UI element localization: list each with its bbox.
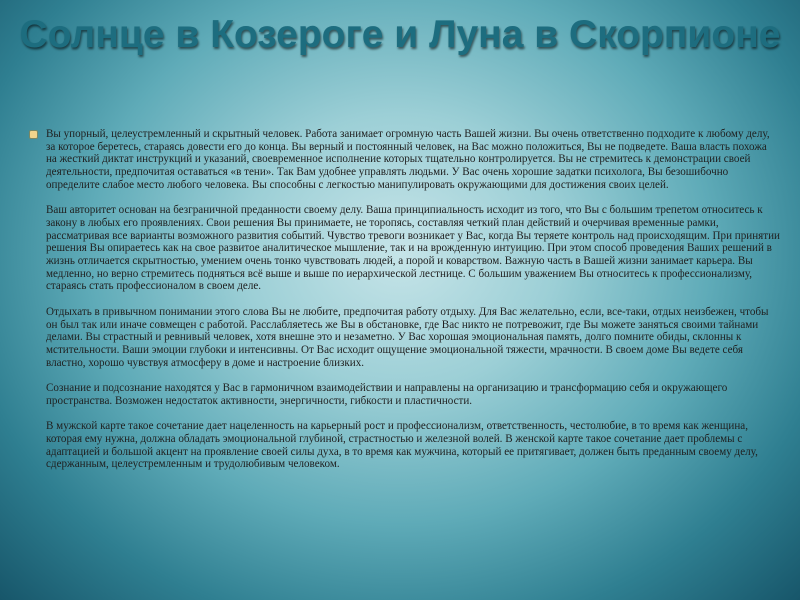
paragraph: Ваш авторитет основан на безграничной преданности своему делу. Ваша принципиальность исходит из того, что Вы с большим трепетом относитесь к закону в любых его проявлениях. Свои решения Вы принимаете, не торопясь, составляя четкий план действий и очерчивая временные рамки, рассматривая все варианты возможного развития событий. Чувство тревоги возникает у Вас, когда Вы теряете контроль над происходящим. При принятии решения Вы опираетесь как на свое развитое аналитическое мышление, так и на врожденную интуицию. При этом способ проведения Ваших решений в жизнь отличается скрытностью, умением очень тонко чувствовать людей, а порой и коварством. Важную часть в Вашей жизни занимает карьера. Вы медленно, но верно стремитесь подняться всё выше и выше по иерархической лестнице. С большим уважением Вы относитесь к профессионализму, стараясь стать профессионалом в своем деле.: [46, 204, 780, 293]
paragraph: Отдыхать в привычном понимании этого слова Вы не любите, предпочитая работу отдыху. Для Вас желательно, если, все-таки, отдых неизбежен, чтобы он был так или иначе совмещен с работой. Расслабляетесь же Вы в обстановке, где Вас никто не потревожит, где Вы можете заняться своими тайнами делами. Вы страстный и ревнивый человек, хотя внешне это и незаметно. У Вас хорошая эмоциональная память, долго помните обиды, склонны к мстительности. Ваши эмоции глубоки и интенсивны. От Вас исходит ощущение эмоциональной тяжести, мрачности. В своем доме Вы ведете себя властно, хорошо чувствуя атмосферу в доме и настроение близких.: [46, 305, 769, 369]
slide-body: [30, 128, 780, 471]
body-text: [46, 128, 780, 471]
paragraph: Вы упорный, целеустремленный и скрытный человек. Работа занимает огромную часть Вашей жизни. Вы очень ответственно подходите к любому делу, за которое беретесь, стараясь довести его до конца. Вы верный и постоянный человек, на Вас можно положиться, Вы не подведете. Ваша власть похожа на жесткий диктат инструкций и указаний, своевременное исполнение которых тщательно контролируется. Вы не стремитесь к демонстрации своей деятельности, предпочитая оставаться «в тени». Так Вам удобнее управлять людьми. У Вас очень хорошие задатки психолога, Вы безошибочно определите слабое место любого человека. Вы способны с легкостью манипулировать окружающими для достижения своих целей.: [46, 128, 770, 191]
paragraph: В мужской карте такое сочетание дает нацеленность на карьерный рост и профессионализм, ответственность, честолюбие, в то время как женщина, которая ему нужна, должна обладать эмоциональной глубиной, страстностью и железной волей. В женской карте такое сочетание дает проблемы с адаптацией и большой акцент на проявление своей силы духа, в то время как мужчина, который ее притягивает, должен быть преданным своему делу, сдержанным, целеустремленным и трудолюбивым человеком.: [46, 420, 758, 471]
bullet-icon: [30, 131, 37, 138]
paragraph: Сознание и подсознание находятся у Вас в гармоничном взаимодействии и направлены на организацию и трансформацию себя и окружающего пространства. Возможен недостаток активности, энергичности, гибкости и пластичности.: [46, 382, 728, 407]
slide-title: Солнце в Козероге и Луна в Скорпионе: [19, 13, 781, 56]
